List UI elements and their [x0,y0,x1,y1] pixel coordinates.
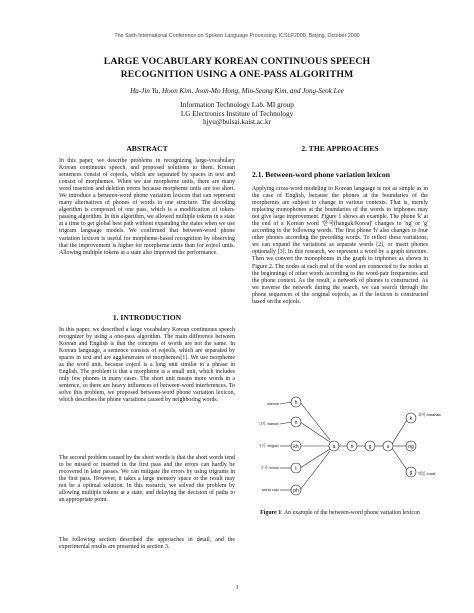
right-node-ng: ng [408,444,414,450]
caption-label: Figure 1 [260,510,282,516]
right-node-g: g [409,470,413,476]
introduction-heading: 1. INTRODUCTION [112,313,182,322]
introduction-paragraph-2: The second problem caused by the short words is that the short words tend to be missed or inserted in the first pass and the errors can hardly be recovered in later passes. We can mitigate the errors by using trigrams in the first pass. However, it takes a large memory space or the result may not be a optimal solution. In this research, we solved the problem by allowing multiple tokens at a state, and delaying the decision of paths to an appropriate point. [59,455,235,504]
affiliation-lab: Information Technology Lab. MI group [180,101,294,109]
center-node-n: n [350,444,354,450]
approaches-heading: 2. THE APPROACHES [301,144,379,153]
phone-variation-figure [252,392,442,502]
figure-right-words [418,412,442,476]
left-word-3: 우리 /miguk/ [258,444,279,448]
affiliation-institute: LG Electronics Institute of Technology [180,109,294,118]
center-node-a: a [332,444,336,450]
conference-header: The Sixth International Conference on Spoken Language Processing, ICSLP2000, Beijing, October 2000 [114,33,360,39]
left-word-2: 나의 /nanuii/ [258,422,279,426]
left-node-h: h [294,400,298,406]
affiliation-block [40,101,434,127]
right-word-2: 메일 /mail/ [418,472,436,476]
left-node-kh: kh [293,444,299,450]
center-node-u: u [386,444,390,450]
left-word-4: 중국 /chuu/ [260,466,279,470]
figure-caption [252,510,428,517]
right-word-1: 과학 /kwahak/ [418,413,442,417]
page-number: 1 [235,584,239,591]
center-node-g: g [368,444,372,450]
right-node-k: k [409,416,413,422]
caption-text: : An example of the between-word phone variation lexicon [281,510,420,516]
paper-title [40,56,434,81]
author-email: hjyu@bulsai.kaist.ac.kr [203,118,271,127]
introduction-paragraph-3: The following section described the approaches in detail, and the experimental results are presented in section 3. [59,537,235,551]
left-node-ph: ph [293,488,299,494]
subsection-heading: 2.1. Between-word phone variation lexicon [252,170,390,179]
abstract-heading: ABSTRACT [126,144,168,153]
approaches-body: Applying cross-word modeling to Korean language is not as simple as in the case of English, because the phones at the boundaries of the morphemes are subject to change in various contexts. That is, merely replacing monophones at the boundaries of the words to triphones may not give large improvement. Figure 1 shows an example. The phone 'k' at the end of a Korean word '한국(hanguk/Korea)' changes to 'ng' or 'g' according to the following words. The first phone 'h' also changes to four other phones according the preceding words. To reflect these variations, we can expand the variations as separate words [2], or insert phones optionally [3]. In this research, we represent a word by a graph structure. Then we convert the monophones in the graph to triphones as shown in Figure 2. The nodes at each end of the word are connected to the nodes at the beginnings of other words according to the word-pair frequencies and the phone context. As the result, a network of phones is constructed. As we traverse the network during the search, we can search through the phone sequences of the original eojeols, as if the lexicon is constructed based on the eojeols. [252,186,428,305]
left-word-5: world cup/ [261,488,279,492]
title-line-1: LARGE VOCABULARY KOREAN CONTINUOUS SPEECH [103,56,371,67]
author-list: Ha-Jin Yu, Hoon Kim, Joon-Mo Hong, Min-Seong Kim, and Jong-Seok Lee [130,87,344,95]
left-node-n: n [294,420,298,426]
introduction-paragraph-1: In this paper, we described a large vocabulary Korean continuous speech recognizer by using a one-pass algorithm. The main difference between Korean and English is that the concepts of words are not the same. In Korean language, a sentence consists of eojeols, which are separated by spaces in text and are agglomerates of morphemes[1]. We use morpheme as the word unit, because eojeol is a long unit similar to a phrase in English. The problem is that a morpheme is a small unit, which includes only few phones in many cases. The short unit means more words in a sentence, so there are heavy influences of between-word interferences. To solve this problem, we proposed between-word phone variation lexicon, which describes the phone variations caused by neighboring words. [59,327,235,404]
left-node-t: t [295,466,297,472]
abstract-body: In this paper, we describe problems in recognizing large-vocabulary Korean continuous speech, and proposed solutions to them. Korean sentences consist of eojeols, which are separated by spaces in text and consist of morphemes. When we use morpheme units, there are many word insertion and deletion errors because morpheme units are too short. We introduce a between-word phone variation lexicon that can represent many alternatives of phones of words in one structure. The decoding algorithm is composed of one pass, which is a modification of token-passing algorithm. In this algorithm, we allowed multiple tokens in a state at a time to get global best path without expanding the states when we use trigram language models. We confirmed that between-word phone variation lexicon is useful for morpheme-based recognition by observing that the improvement is higher for morpheme units than for eojeol units. Allowing multiple tokens at a state also improved the performance. [59,158,235,256]
left-word-1: silence [267,402,279,406]
title-line-2: RECOGNITION USING A ONE-PASS ALGORITHM [120,68,354,80]
figure-left-words [258,402,280,492]
